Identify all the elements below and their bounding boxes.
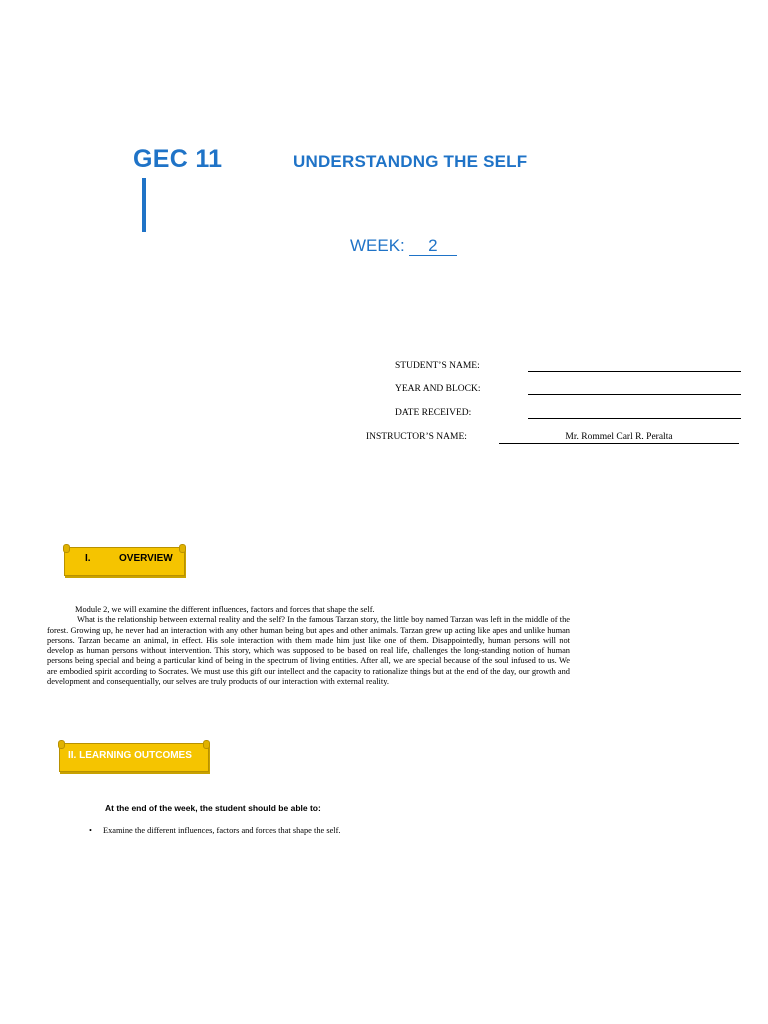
- list-item: [89, 826, 341, 835]
- student-name-label: STUDENT’S NAME:: [395, 361, 480, 371]
- overview-paragraph: [47, 605, 570, 687]
- student-name-field[interactable]: [528, 370, 741, 372]
- scroll-curl-icon: [58, 740, 65, 749]
- course-code: GEC 11: [133, 145, 223, 173]
- scroll-curl-icon: [203, 740, 210, 749]
- date-received-field[interactable]: [528, 417, 741, 419]
- outcome-text: Examine the different influences, factors and forces that shape the self.: [103, 826, 341, 835]
- instructor-name-label: INSTRUCTOR’S NAME:: [366, 432, 467, 442]
- overview-number: I.: [85, 553, 91, 564]
- date-received-label: DATE RECEIVED:: [395, 408, 472, 418]
- year-block-field[interactable]: [528, 393, 741, 395]
- learning-outcomes-banner: [59, 743, 209, 772]
- overview-body: What is the relationship between external reality and the self? In the famous Tarzan story, the little boy named Tarzan was left in the middle of the forest. Growing up, he never had an interaction with any other human being but apes and other animals. Tarzan grew up acting like apes and unlike human persons. Tarzan became an animal, in effect. His sole interaction with them made him just like one of them. Disappointedly, human persons will not develop as human persons without intervention. This story, which was supposed to be based on real life, challenges the long-standing notion of human persons being special and being a particular kind of being in the spectrum of living entities. After all, we are special because of the soul infused to us. We are embodied spirit according to Socrates. We must use this gift our intellect and the capacity to rationalize things but at the end of the day, our growth and development and consequentially, our selves are truly products of our interaction with external reality.: [47, 615, 570, 687]
- instructor-name-value: Mr. Rommel Carl R. Peralta: [499, 432, 739, 444]
- learning-outcomes-title: II. LEARNING OUTCOMES: [68, 750, 192, 761]
- week-value: 2: [409, 237, 457, 256]
- overview-banner: [64, 547, 185, 576]
- week-indicator: [350, 236, 457, 256]
- scroll-curl-icon: [63, 544, 70, 553]
- year-block-label: YEAR AND BLOCK:: [395, 384, 481, 394]
- outcomes-lead: At the end of the week, the student should be able to:: [105, 803, 321, 813]
- course-title: UNDERSTANDNG THE SELF: [293, 152, 528, 171]
- overview-title: OVERVIEW: [119, 553, 173, 564]
- accent-bar: [142, 178, 146, 232]
- overview-intro: Module 2, we will examine the different influences, factors and forces that shape the self.: [75, 605, 375, 614]
- bullet-icon: •: [89, 826, 92, 835]
- week-label: WEEK:: [350, 236, 405, 255]
- scroll-curl-icon: [179, 544, 186, 553]
